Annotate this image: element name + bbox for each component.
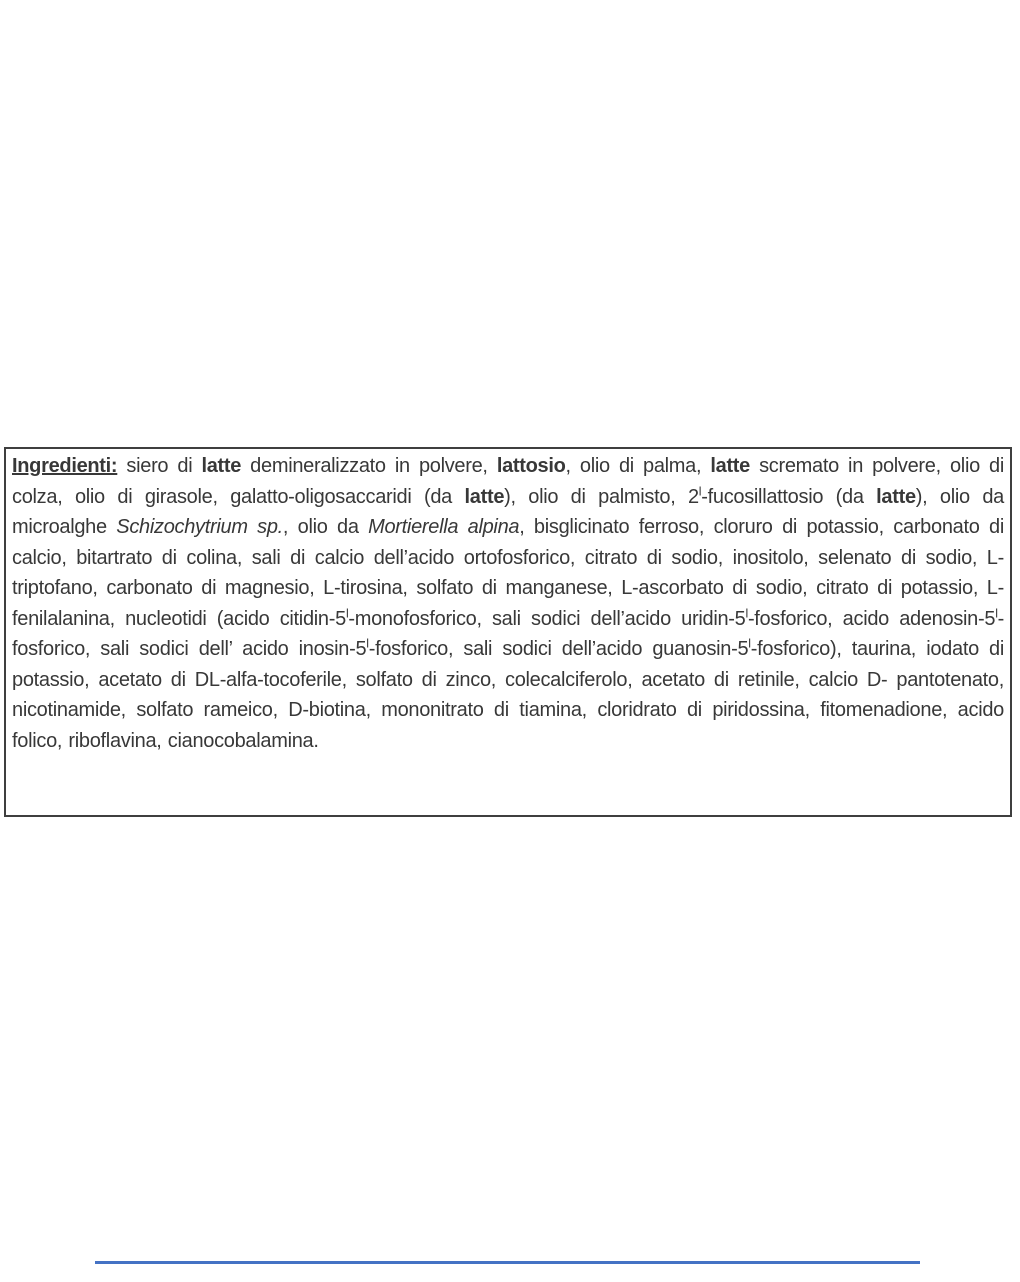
bottom-divider-line [95,1261,920,1264]
ingredients-box [4,447,1012,817]
ingredients-paragraph: Ingredienti: siero di latte demineralizzato in polvere, lattosio, olio di palma, latte scremato in polvere, olio di colza, olio di girasole, galatto-oligosaccaridi (da latte), olio di palmisto, 2$^l$-fucosillattosio (da latte), olio da microalghe Schizochytrium sp., olio da Mortierella alpina, bisglicinato ferroso, cloruro di potassio, carbonato di calcio, bitartrato di colina, sali di calcio dell’acido ortofosforico, citrato di sodio, inositolo, selenato di sodio, L- triptofano, carbonato di magnesio, L-tirosina, solfato di manganese, L-ascorbato di sodio, citrato di potassio, L-fenilalanina, nucleotidi (acido citidin-5$^l$-monofosforico, sali sodici dell’acido uridin-5$^l$-fosforico, acido adenosin-5$^l$-fosforico, sali sodici dell’ acido inosin-5$^l$-fosforico, sali sodici dell’acido guanosin-5$^l$-fosforico), taurina, iodato di potassio, acetato di DL-alfa-tocoferile, solfato di zinco, colecalciferolo, acetato di retinile, calcio D- pantotenato, nicotinamide, solfato rameico, D-biotina, mononitrato di tiamina, cloridrato di piridossina, fitomenadione, acido folico, riboflavina, cianocobalamina. [12,455,1005,752]
